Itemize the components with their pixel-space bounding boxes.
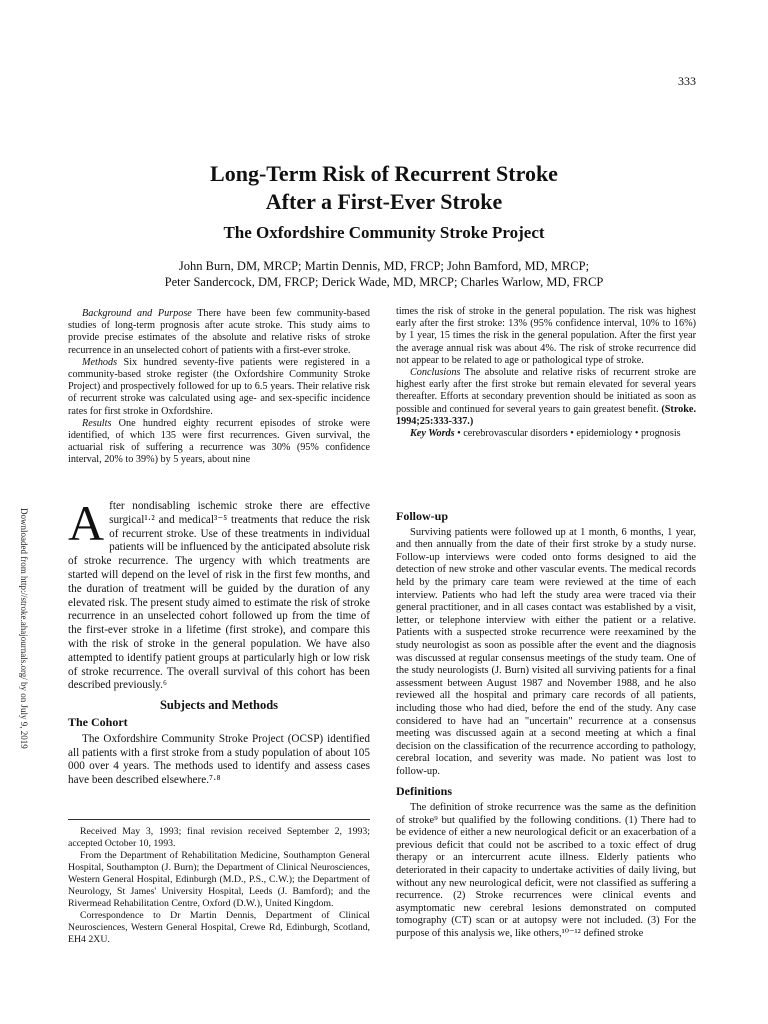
key-words bbox=[396, 428, 696, 440]
subsection-heading-cohort: The Cohort bbox=[68, 714, 128, 729]
key-words-head: Key Words bbox=[410, 428, 455, 440]
definitions-paragraph: The definition of stroke recurrence was the same as the definition of stroke⁹ but qualified by the following conditions. (1) There had to be evidence of either a new neurological deficit or an exacerbation of a previous deficit that could not be ascribed to a toxic effect of drug therapy or an intercurrent acute illness. Elderly patients who deteriorated in their capacity to undertake activities of daily living, but without any new neurological deficit, were not classified as suffering a recurrence. (2) Stroke recurrences were clinical events and asymptomatic new cerebral lesions demonstrated on computed tomography (CT) scan or at autopsy were not included. (3) For the purpose of this analysis we, like others,¹⁰⁻¹² defined stroke bbox=[396, 802, 696, 939]
abstract-right bbox=[396, 306, 696, 440]
authors-line-2: Peter Sandercock, DM, FRCP; Derick Wade, MD, MRCP; Charles Warlow, MD, FRCP bbox=[164, 275, 604, 289]
abstract-results bbox=[68, 418, 370, 467]
methods-text: Six hundred seventy-five patients were registered in a community-based stroke register (the Oxfordshire Community Stroke Project) and prospectively followed for up to 6.5 years. Their relative risk of recurrent stroke was calculated using age- and sex-specific incidence rates for first stroke in Oxfordshire. bbox=[68, 356, 370, 417]
article-title bbox=[80, 160, 688, 216]
authors-line-1: John Burn, DM, MRCP; Martin Dennis, MD, FRCP; John Bamford, MD, MRCP; bbox=[178, 259, 590, 273]
abstract-left bbox=[68, 308, 370, 467]
intro-text: fter nondisabling ischemic stroke there are effective surgical¹·² and medical³⁻⁵ treatments that reduce the risk of recurrent stroke. Use of these treatments in individual patients will be influenced by the anticipated absolute risk of stroke recurrence. The urgency with which treatments are started will depend on the level of risk in the first few months, and the duration of treatment will be guided by the duration of any elevated risk. The present study aimed to estimate the risk of stroke recurrence in an unselected cohort followed up from the time of the first-ever stroke in a lifetime (first stroke), and compare this with the risk of stroke in the general population. We have also attempted to identify patient groups at particularly high or low risk of stroke recurrence. The overall survival of this cohort has been described previously.⁶ bbox=[68, 500, 370, 692]
conclusions-head: Conclusions bbox=[410, 367, 461, 379]
footnote-received: Received May 3, 1993; final revision received September 2, 1993; accepted October 10, 1993. bbox=[68, 826, 370, 849]
drop-cap: A bbox=[68, 495, 105, 551]
footnote-affiliation: From the Department of Rehabilitation Medicine, Southampton General Hospital, Southampton (J. Burn); the Department of Clinical Neurosciences, Western General Hospital, Edinburgh (M.D., P.S., C.W.); the Department of Neurology, St James' University Hospital, Leeds (J. Bamford); and the Rivermead Rehabilitation Centre, Oxford (D.W.), United Kingdom. bbox=[68, 850, 370, 909]
background-head: Background and Purpose bbox=[82, 308, 192, 319]
results-text: One hundred eighty recurrent episodes of stroke were identified, of which 135 were first recurrences. Given survival, the actuarial risk of suffering a recurrence was 30% (95% confidence interval, 20% to 39%) by 5 years, about nine bbox=[68, 417, 370, 466]
results-head: Results bbox=[82, 417, 112, 429]
subsection-heading-followup: Follow-up bbox=[396, 509, 449, 523]
background-text: There have been few community-based studies of long-term prognosis after acute stroke. This study aims to provide precise estimates of the absolute and relative risks of stroke recurrence in an unselected cohort of patients with a first-ever stroke. bbox=[68, 308, 370, 356]
footnote-divider bbox=[68, 819, 370, 820]
title-line-2: After a First-Ever Stroke bbox=[265, 189, 503, 214]
subsection-heading-definitions: Definitions bbox=[396, 784, 453, 799]
page-number: 333 bbox=[678, 74, 696, 88]
followup-paragraph: Surviving patients were followed up at 1 month, 6 months, 1 year, and then annually from the date of their first stroke by a study nurse. Follow-up interviews were coded onto forms designed to aid the detection of new stroke and other vascular events. The medical records held by the primary care team were reviewed at the time of each interview. Patients who had left the study area were traced via their general practitioner, and in all cases contact was established by a visit, letter, or telephone interview with either the patient or a relative. Patients with a suspected stroke recurrence were reexamined by the study neurologist as soon as possible after the event and the diagnosis was discussed at regular consensus meetings of the study team. One of the study neurologists (J. Burn) visited all surviving patients for a final assessment between August 1987 and November 1988, and he also reviewed all the hospital and primary care records of all patients, including those who had died, before the end of the study. Any case considered to have had an "uncertain" recurrence at a consensus meeting was discussed again at a second meeting at which a final decision on the classification of the recurrence according to pathology, cerebral location, and severity was made. No patient was lost to follow-up. bbox=[396, 526, 696, 777]
key-words-text: • cerebrovascular disorders • epidemiology • prognosis bbox=[454, 428, 681, 440]
abstract-methods bbox=[68, 357, 370, 418]
body-right-column bbox=[396, 510, 696, 941]
citation: (Stroke. 1994;25:333-337.) bbox=[396, 403, 696, 427]
abstract-results-continued: times the risk of stroke in the general population. The risk was highest early after the first stroke: 13% (95% confidence interval, 10% to 16%) by 1 year, 15 times the risk in the general population. After the first year the average annual risk was about 4%. The risk of stroke recurrence did not appear to be related to age or pathological type of stroke. bbox=[396, 306, 696, 366]
conclusions-text: The absolute and relative risks of recurrent stroke are highest early after the first stroke but remain elevated for several years thereafter. Efforts at secondary prevention should be initiated as soon as possible and continued for several years to gain greatest benefit. bbox=[396, 367, 696, 415]
title-line-1: Long-Term Risk of Recurrent Stroke bbox=[210, 161, 558, 186]
article-subtitle: The Oxfordshire Community Stroke Project bbox=[223, 223, 545, 242]
intro-paragraph bbox=[68, 495, 370, 693]
author-list bbox=[80, 258, 688, 290]
body-left-column bbox=[68, 495, 370, 788]
download-note: Downloaded from http://stroke.ahajournals.org/ by on July 9, 2019 bbox=[19, 508, 29, 749]
abstract-conclusions bbox=[396, 367, 696, 428]
abstract-background bbox=[68, 308, 370, 357]
cohort-paragraph: The Oxfordshire Community Stroke Project (OCSP) identified all patients with a first stroke from a study population of about 105 000 over 4 years. The methods used to identify and assess cases have been described elsewhere.⁷·⁸ bbox=[68, 732, 370, 787]
section-heading-subjects-methods: Subjects and Methods bbox=[159, 698, 279, 713]
footnotes bbox=[68, 826, 370, 946]
methods-head: Methods bbox=[82, 356, 118, 368]
footnote-correspondence: Correspondence to Dr Martin Dennis, Department of Clinical Neurosciences, Western General Hospital, Crewe Rd, Edinburgh, Scotland, EH4 2XU. bbox=[68, 910, 370, 945]
